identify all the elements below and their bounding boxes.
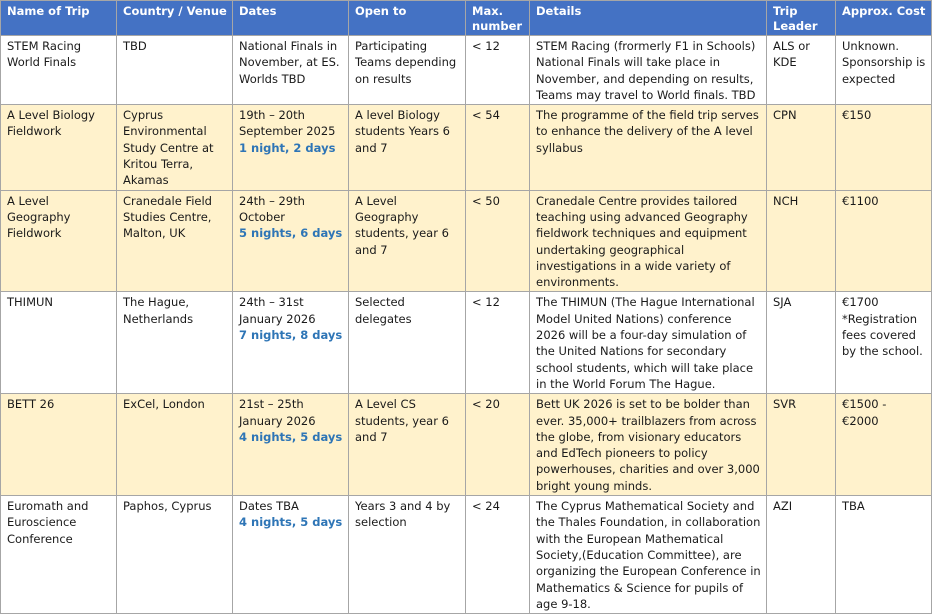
- header-leader: Trip Leader: [767, 1, 836, 36]
- cell-venue: Cyprus Environmental Study Centre at Kritou Terra, Akamas: [117, 105, 233, 190]
- cell-name: Euromath and Euroscience Conference: [1, 496, 117, 614]
- cell-venue: The Hague, Netherlands: [117, 292, 233, 394]
- header-max: Max. number: [466, 1, 530, 36]
- header-venue: Country / Venue: [117, 1, 233, 36]
- dates-text: Dates TBA: [239, 499, 299, 514]
- cell-name: THIMUN: [1, 292, 117, 394]
- duration-text: 1 night, 2 days: [239, 140, 336, 155]
- cell-max: < 54: [466, 105, 530, 190]
- cell-max: < 12: [466, 292, 530, 394]
- cell-name: A Level Biology Fieldwork: [1, 105, 117, 190]
- cell-max: < 50: [466, 190, 530, 292]
- cell-details: The Cyprus Mathematical Society and the Thales Foundation, in collaboration with the European Mathematical Society,(Education Committee), are organizing the European Conference in Mathematics & Science for pupils of age 9-18.: [530, 496, 767, 614]
- table-row: [1, 190, 932, 292]
- cell-dates: [233, 394, 349, 496]
- cell-details: The THIMUN (The Hague International Model United Nations) conference 2026 will be a four-day simulation of the United Nations for secondary school students, which will take place in the World Forum The Hague.: [530, 292, 767, 394]
- cell-cost: €1700 *Registration fees covered by the school.: [836, 292, 932, 394]
- cell-open-to: A Level CS students, year 6 and 7: [349, 394, 466, 496]
- cell-dates: [233, 496, 349, 614]
- dates-text: 24th – 29th October: [239, 193, 305, 224]
- cell-max: < 20: [466, 394, 530, 496]
- cell-cost: €150: [836, 105, 932, 190]
- cell-cost: €1500 - €2000: [836, 394, 932, 496]
- duration-text: 4 nights, 5 days: [239, 429, 343, 444]
- table-row: [1, 394, 932, 496]
- dates-text: 21st – 25th January 2026: [239, 397, 316, 428]
- table-row: [1, 105, 932, 190]
- table-row: [1, 292, 932, 394]
- dates-text: 24th – 31st January 2026: [239, 295, 316, 326]
- cell-details: Cranedale Centre provides tailored teaching using advanced Geography fieldwork techniques and equipment undertaking geographical investigations in a wide variety of environments.: [530, 190, 767, 292]
- cell-dates: [233, 105, 349, 190]
- dates-text: National Finals in November, at ES. Worlds TBD: [239, 39, 340, 86]
- header-dates: Dates: [233, 1, 349, 36]
- cell-details: The programme of the field trip serves to enhance the delivery of the A level syllabus: [530, 105, 767, 190]
- header-row: [1, 1, 932, 36]
- cell-dates: [233, 36, 349, 105]
- cell-cost: €1100: [836, 190, 932, 292]
- header-open-to: Open to: [349, 1, 466, 36]
- cell-venue: TBD: [117, 36, 233, 105]
- cell-leader: AZI: [767, 496, 836, 614]
- cell-leader: SVR: [767, 394, 836, 496]
- header-cost: Approx. Cost: [836, 1, 932, 36]
- cell-cost: TBA: [836, 496, 932, 614]
- duration-text: 7 nights, 8 days: [239, 328, 343, 343]
- cell-open-to: Years 3 and 4 by selection: [349, 496, 466, 614]
- cell-venue: Paphos, Cyprus: [117, 496, 233, 614]
- cell-leader: NCH: [767, 190, 836, 292]
- header-name: Name of Trip: [1, 1, 117, 36]
- cell-name: BETT 26: [1, 394, 117, 496]
- cell-open-to: Participating Teams depending on results: [349, 36, 466, 105]
- cell-leader: ALS or KDE: [767, 36, 836, 105]
- cell-details: STEM Racing (frormerly F1 in Schools) National Finals will take place in November, and depending on results, Teams may travel to World finals. TBD: [530, 36, 767, 105]
- cell-leader: SJA: [767, 292, 836, 394]
- cell-name: STEM Racing World Finals: [1, 36, 117, 105]
- cell-dates: [233, 190, 349, 292]
- cell-max: < 12: [466, 36, 530, 105]
- cell-venue: ExCel, London: [117, 394, 233, 496]
- duration-text: 4 nights, 5 days: [239, 515, 343, 530]
- cell-max: < 24: [466, 496, 530, 614]
- cell-cost: Unknown. Sponsorship is expected: [836, 36, 932, 105]
- duration-text: 5 nights, 6 days: [239, 226, 343, 241]
- cell-open-to: A Level Geography students, year 6 and 7: [349, 190, 466, 292]
- cell-open-to: Selected delegates: [349, 292, 466, 394]
- header-details: Details: [530, 1, 767, 36]
- cell-leader: CPN: [767, 105, 836, 190]
- dates-text: 19th – 20th September 2025: [239, 108, 336, 139]
- cell-dates: [233, 292, 349, 394]
- cell-open-to: A level Biology students Years 6 and 7: [349, 105, 466, 190]
- table-row: [1, 36, 932, 105]
- table-row: [1, 496, 932, 614]
- cell-details: Bett UK 2026 is set to be bolder than ever. 35,000+ trailblazers from across the globe, from visionary educators and EdTech pioneers to policy powerhouses, charities and over 3,000 bright young minds.: [530, 394, 767, 496]
- cell-venue: Cranedale Field Studies Centre, Malton, UK: [117, 190, 233, 292]
- cell-name: A Level Geography Fieldwork: [1, 190, 117, 292]
